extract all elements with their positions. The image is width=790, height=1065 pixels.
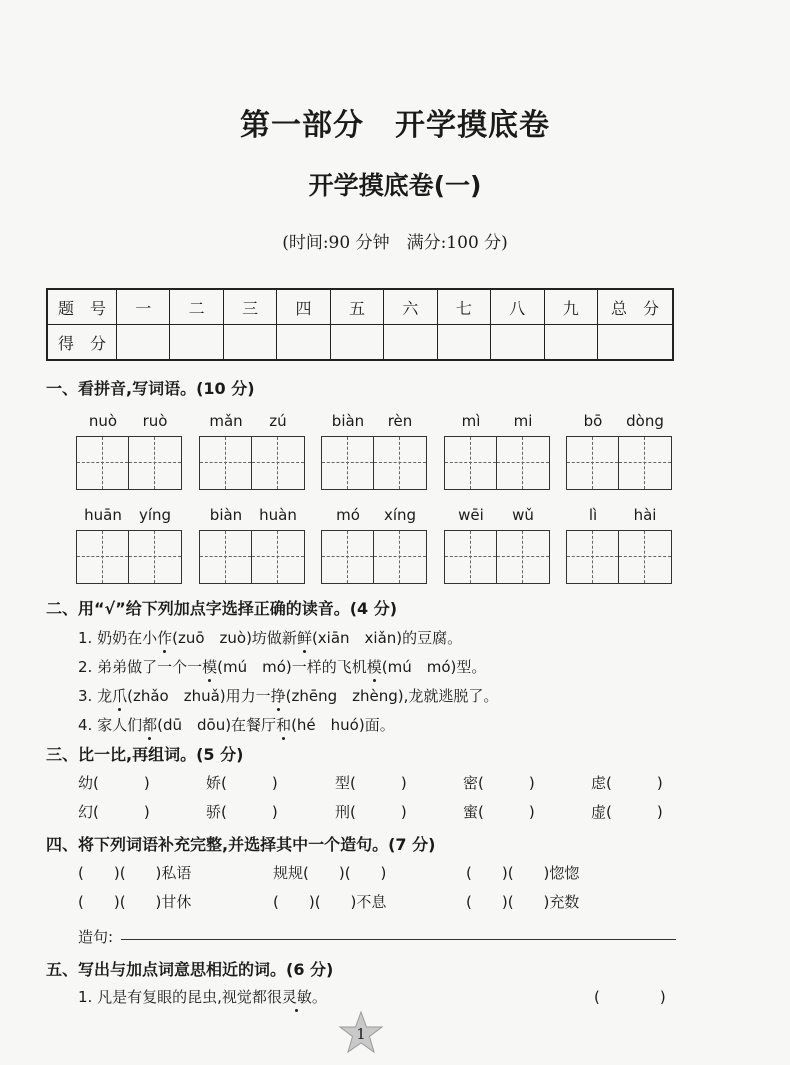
dotted-char: 挣 xyxy=(270,687,286,705)
score-table xyxy=(46,288,674,361)
section-2-title: 二、用“√”给下列加点字选择正确的读音。(4 分) xyxy=(46,599,398,618)
score-header-cell: 七 xyxy=(437,289,490,325)
pinyin-label: biàn xyxy=(209,506,243,524)
score-header-cell: 五 xyxy=(330,289,383,325)
writing-grid[interactable] xyxy=(566,530,672,584)
score-cell[interactable] xyxy=(437,325,490,361)
writing-grid[interactable] xyxy=(444,530,550,584)
writing-grid[interactable] xyxy=(76,530,182,584)
idiom-item[interactable]: 规规( )( ) xyxy=(273,864,387,882)
exam-meta: (时间:90 分钟 满分:100 分) xyxy=(282,233,508,253)
score-header-cell: 八 xyxy=(491,289,544,325)
pinyin-options[interactable]: (xiān xiǎn)的豆腐。 xyxy=(311,629,463,647)
pinyin-label: zú xyxy=(269,412,287,430)
compare-row-1 xyxy=(78,772,678,796)
pinyin-label: bō xyxy=(583,412,603,430)
compare-item[interactable]: 骄( ) xyxy=(206,803,278,821)
idiom-item[interactable]: ( )( )不息 xyxy=(273,893,387,911)
question-text: 1. 凡是有复眼的昆虫,视觉都很 xyxy=(78,988,282,1006)
score-table-score-row xyxy=(47,325,673,361)
writing-grid[interactable] xyxy=(444,436,550,490)
dotted-char: 作 xyxy=(157,629,173,647)
compare-item[interactable]: 幻( ) xyxy=(78,803,150,821)
pinyin-label: wǔ xyxy=(512,506,534,524)
compare-item[interactable]: 刑( ) xyxy=(335,803,407,821)
compare-item[interactable]: 虚( ) xyxy=(591,803,663,821)
idiom-item[interactable]: ( )( )甘休 xyxy=(78,893,192,911)
score-cell[interactable] xyxy=(544,325,598,361)
pinyin-options[interactable]: (dū dōu)在餐厅 xyxy=(157,716,277,734)
pinyin-options[interactable]: (mú mó)一样的飞机 xyxy=(217,658,367,676)
pinyin-label: rèn xyxy=(387,412,413,430)
pinyin-label: yíng xyxy=(138,506,172,524)
score-header-cell: 题 号 xyxy=(47,289,117,325)
answer-parentheses[interactable]: ( ) xyxy=(594,988,666,1006)
score-header-cell: 一 xyxy=(117,289,170,325)
compare-item[interactable]: 蜜( ) xyxy=(463,803,535,821)
score-cell[interactable] xyxy=(117,325,170,361)
writing-grid[interactable] xyxy=(76,436,182,490)
compare-item[interactable]: 型( ) xyxy=(335,774,407,792)
sentence-label: 造句: xyxy=(78,928,114,946)
question-text: 2. 弟弟做了一个一 xyxy=(78,658,203,676)
writing-grid[interactable] xyxy=(321,530,427,584)
compare-row-2 xyxy=(78,801,678,825)
pinyin-label: huàn xyxy=(259,506,297,524)
score-header-cell: 二 xyxy=(170,289,223,325)
dotted-char: 鲜 xyxy=(296,629,312,647)
pinyin-label: lì xyxy=(588,506,598,524)
score-cell[interactable] xyxy=(330,325,383,361)
pinyin-label: mì xyxy=(461,412,481,430)
question-text: 1. 奶奶在小 xyxy=(78,629,158,647)
dotted-char: 和 xyxy=(276,716,292,734)
pinyin-label: wēi xyxy=(458,506,484,524)
question-text: 4. 家人们 xyxy=(78,716,143,734)
score-header-cell: 总 分 xyxy=(598,289,674,325)
idiom-row-2 xyxy=(78,891,678,915)
sentence-answer-line[interactable] xyxy=(121,938,676,940)
pinyin-label: mǎn xyxy=(209,412,243,430)
idiom-item[interactable]: ( )( )私语 xyxy=(78,864,192,882)
writing-grid[interactable] xyxy=(199,530,305,584)
pinyin-label: huān xyxy=(84,506,122,524)
dotted-char: 模 xyxy=(366,658,382,676)
pinyin-options[interactable]: (zuō zuò)坊做新 xyxy=(172,629,297,647)
compare-item[interactable]: 幼( ) xyxy=(78,774,150,792)
exam-title: 开学摸底卷(一) xyxy=(308,171,482,200)
dotted-char: 爪 xyxy=(112,687,128,705)
pinyin-options[interactable]: (hé huó)面。 xyxy=(291,716,395,734)
score-header-cell: 三 xyxy=(223,289,276,325)
dotted-word: 灵敏 xyxy=(281,988,312,1006)
score-header-cell: 四 xyxy=(277,289,330,325)
score-cell[interactable] xyxy=(223,325,276,361)
section-3-title: 三、比一比,再组词。(5 分) xyxy=(46,745,244,764)
dotted-char: 模 xyxy=(202,658,218,676)
pinyin-label: hài xyxy=(633,506,657,524)
score-cell[interactable] xyxy=(384,325,437,361)
pinyin-options[interactable]: (zhǎo zhuǎ)用力一 xyxy=(127,687,271,705)
section-4-title: 四、将下列词语补充完整,并选择其中一个造句。(7 分) xyxy=(46,835,436,854)
question-text: 。 xyxy=(311,988,327,1006)
pinyin-label: dòng xyxy=(626,412,664,430)
score-table-header-row xyxy=(47,289,673,325)
writing-grid[interactable] xyxy=(199,436,305,490)
part-title: 第一部分 开学摸底卷 xyxy=(240,108,550,143)
pinyin-label: nuò xyxy=(88,412,118,430)
writing-grid[interactable] xyxy=(566,436,672,490)
question-5-1 xyxy=(78,986,327,1007)
idiom-item[interactable]: ( )( )充数 xyxy=(466,893,580,911)
question-text: 3. 龙 xyxy=(78,687,113,705)
score-header-cell: 九 xyxy=(544,289,598,325)
pinyin-label: biàn xyxy=(331,412,365,430)
idiom-row-1 xyxy=(78,862,678,886)
question-2-2 xyxy=(78,656,486,677)
pinyin-options[interactable]: (mú mó)型。 xyxy=(381,658,487,676)
writing-grid[interactable] xyxy=(321,436,427,490)
dotted-char: 都 xyxy=(142,716,158,734)
pinyin-options[interactable]: (zhēng zhèng),龙就逃脱了。 xyxy=(285,687,499,705)
compare-item[interactable]: 密( ) xyxy=(463,774,535,792)
score-cell[interactable] xyxy=(491,325,544,361)
score-cell[interactable] xyxy=(598,325,674,361)
question-2-1 xyxy=(78,627,462,648)
question-2-3 xyxy=(78,685,498,706)
compare-item[interactable]: 虑( ) xyxy=(591,774,663,792)
score-row-label: 得 分 xyxy=(47,325,117,361)
pinyin-label: ruò xyxy=(142,412,168,430)
page-number: 1 xyxy=(356,1025,366,1043)
pinyin-label: mó xyxy=(336,506,360,524)
score-header-cell: 六 xyxy=(384,289,437,325)
idiom-item[interactable]: ( )( )惚惚 xyxy=(466,864,580,882)
section-5-title: 五、写出与加点词意思相近的词。(6 分) xyxy=(46,960,334,979)
score-cell[interactable] xyxy=(170,325,223,361)
pinyin-label: mi xyxy=(513,412,533,430)
section-1-title: 一、看拼音,写词语。(10 分) xyxy=(46,379,255,398)
score-cell[interactable] xyxy=(277,325,330,361)
question-2-4 xyxy=(78,714,395,735)
pinyin-label: xíng xyxy=(383,506,417,524)
compare-item[interactable]: 娇( ) xyxy=(206,774,278,792)
